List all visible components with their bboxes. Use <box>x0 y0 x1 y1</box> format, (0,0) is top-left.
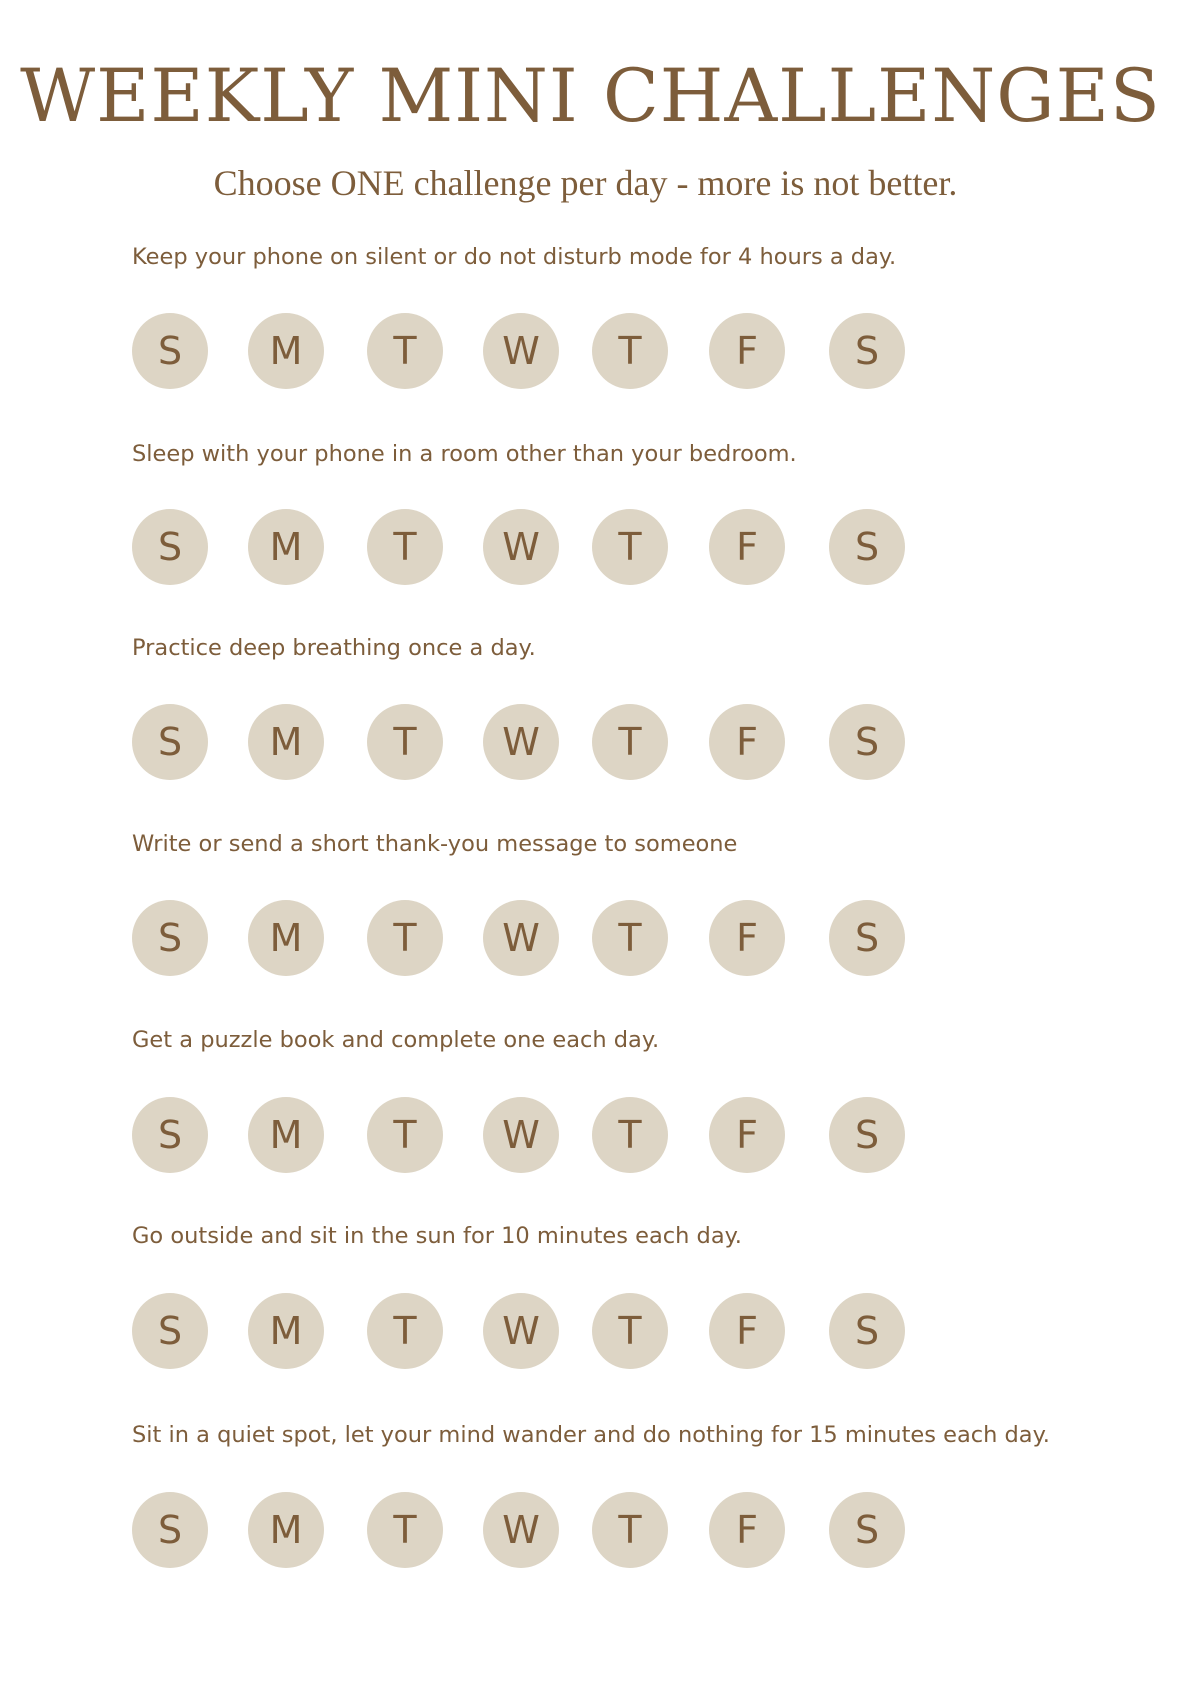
page-subtitle: Choose ONE challenge per day - more is not better. <box>213 163 958 203</box>
day-circle[interactable]: M <box>248 313 324 389</box>
day-circle[interactable]: T <box>592 1492 668 1568</box>
day-circle[interactable]: S <box>829 1293 905 1369</box>
challenge-label: Get a puzzle book and complete one each day. <box>132 1027 660 1053</box>
day-tracker-row <box>0 1097 1189 1173</box>
day-tracker-row <box>0 900 1189 976</box>
day-circle[interactable]: F <box>709 1492 785 1568</box>
challenge-label: Write or send a short thank-you message to someone <box>132 831 738 857</box>
day-circle[interactable]: T <box>592 900 668 976</box>
day-circle[interactable]: W <box>483 1293 559 1369</box>
challenge-label: Sit in a quiet spot, let your mind wander and do nothing for 15 minutes each day. <box>132 1422 1050 1448</box>
challenge-label: Go outside and sit in the sun for 10 minutes each day. <box>132 1223 742 1249</box>
day-circle[interactable]: S <box>132 704 208 780</box>
day-circle[interactable]: S <box>829 1097 905 1173</box>
day-circle[interactable]: S <box>829 900 905 976</box>
day-circle[interactable]: T <box>367 900 443 976</box>
day-circle[interactable]: M <box>248 1492 324 1568</box>
day-circle[interactable]: T <box>367 509 443 585</box>
day-circle[interactable]: F <box>709 509 785 585</box>
day-circle[interactable]: S <box>829 509 905 585</box>
day-circle[interactable]: T <box>367 1097 443 1173</box>
day-circle[interactable]: F <box>709 313 785 389</box>
day-circle[interactable]: M <box>248 1293 324 1369</box>
challenge-label: Sleep with your phone in a room other than your bedroom. <box>132 441 797 467</box>
day-circle[interactable]: M <box>248 1097 324 1173</box>
day-circle[interactable]: M <box>248 509 324 585</box>
day-circle[interactable]: M <box>248 900 324 976</box>
day-circle[interactable]: W <box>483 900 559 976</box>
day-circle[interactable]: S <box>829 1492 905 1568</box>
day-circle[interactable]: T <box>367 1293 443 1369</box>
day-circle[interactable]: S <box>829 704 905 780</box>
day-circle[interactable]: F <box>709 1293 785 1369</box>
day-circle[interactable]: S <box>132 1097 208 1173</box>
day-circle[interactable]: M <box>248 704 324 780</box>
day-circle[interactable]: T <box>367 704 443 780</box>
day-circle[interactable]: F <box>709 1097 785 1173</box>
day-circle[interactable]: W <box>483 1097 559 1173</box>
day-circle[interactable]: T <box>592 509 668 585</box>
challenge-label: Practice deep breathing once a day. <box>132 635 536 661</box>
page-title: WEEKLY MINI CHALLENGES <box>20 54 1161 139</box>
day-circle[interactable]: T <box>367 1492 443 1568</box>
day-circle[interactable]: T <box>592 1097 668 1173</box>
day-tracker-row <box>0 1293 1189 1369</box>
day-circle[interactable]: W <box>483 704 559 780</box>
day-circle[interactable]: T <box>592 313 668 389</box>
day-circle[interactable]: S <box>829 313 905 389</box>
challenge-label: Keep your phone on silent or do not disturb mode for 4 hours a day. <box>132 244 897 270</box>
day-tracker-row <box>0 704 1189 780</box>
day-circle[interactable]: T <box>592 1293 668 1369</box>
day-circle[interactable]: W <box>483 509 559 585</box>
day-tracker-row <box>0 509 1189 585</box>
day-circle[interactable]: W <box>483 313 559 389</box>
day-circle[interactable]: W <box>483 1492 559 1568</box>
day-tracker-row <box>0 1492 1189 1568</box>
day-tracker-row <box>0 313 1189 389</box>
day-circle[interactable]: S <box>132 1492 208 1568</box>
day-circle[interactable]: S <box>132 509 208 585</box>
day-circle[interactable]: S <box>132 1293 208 1369</box>
day-circle[interactable]: T <box>592 704 668 780</box>
day-circle[interactable]: S <box>132 313 208 389</box>
day-circle[interactable]: F <box>709 704 785 780</box>
day-circle[interactable]: T <box>367 313 443 389</box>
day-circle[interactable]: S <box>132 900 208 976</box>
day-circle[interactable]: F <box>709 900 785 976</box>
